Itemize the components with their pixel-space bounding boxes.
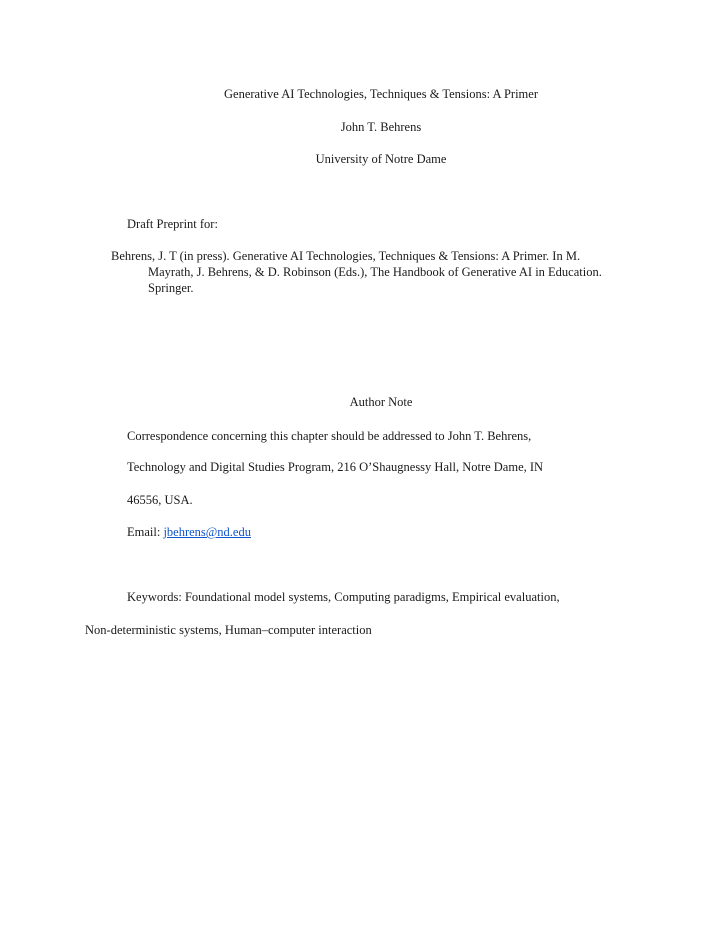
author-affiliation: University of Notre Dame [315,152,447,166]
correspondence-line: 46556, USA. [127,493,193,507]
paper-title: Generative AI Technologies, Techniques & Tensions: A Primer [224,87,538,101]
citation-line: Springer. [148,281,194,295]
email-link[interactable]: jbehrens@nd.edu [163,525,251,539]
email-label: Email: [127,525,164,539]
author-name: John T. Behrens [340,120,422,134]
correspondence-line: Technology and Digital Studies Program, 216 O’Shaugnessy Hall, Notre Dame, IN [127,460,544,474]
correspondence-line: Correspondence concerning this chapter should be addressed to John T. Behrens, [127,429,532,443]
keywords-line: Keywords: Foundational model systems, Computing paradigms, Empirical evaluation, [127,590,560,604]
citation-block [111,248,671,296]
email-line [127,524,251,540]
citation-line: Behrens, J. T (in press). Generative AI Technologies, Techniques & Tensions: A Primer. In M. [111,249,581,263]
citation-line: Mayrath, J. Behrens, & D. Robinson (Eds.), The Handbook of Generative AI in Education. [148,265,602,279]
keywords-line: Non-deterministic systems, Human–computer interaction [85,623,372,637]
draft-preprint-label: Draft Preprint for: [127,217,218,231]
author-note-heading: Author Note [349,395,413,409]
